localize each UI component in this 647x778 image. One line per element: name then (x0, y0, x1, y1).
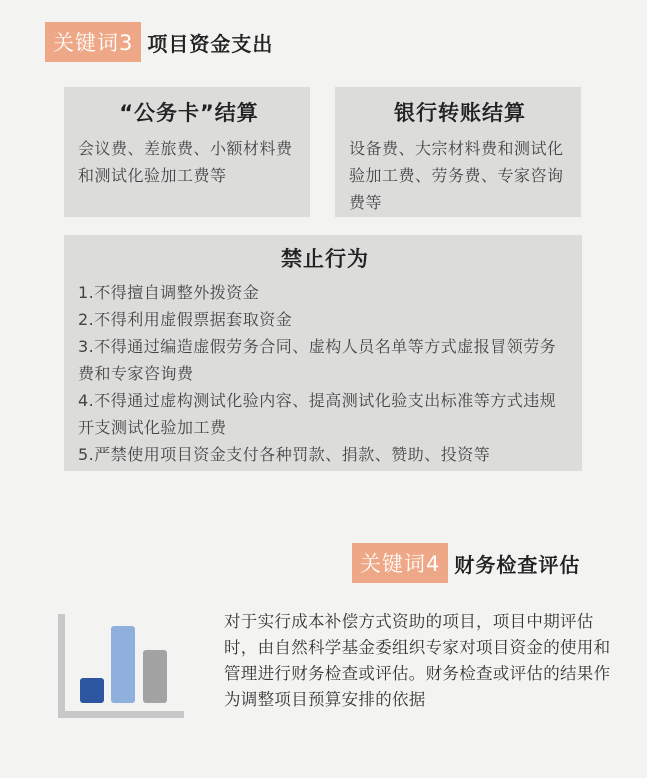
card-prohibited-behaviors (64, 235, 582, 471)
chart-bar-dark-blue (80, 678, 104, 703)
card-bank-transfer-body: 设备费、大宗材料费和测试化验加工费、劳务费、专家咨询费等 (349, 139, 564, 212)
chart-bar-gray (143, 650, 167, 703)
prohibited-item: 4.不得通过虚构测试化验内容、提高测试化验支出标准等方式违规开支测试化验加工费 (78, 391, 557, 437)
chart-axis-vertical (58, 614, 65, 718)
card-official-card-body: 会议费、差旅费、小额材料费和测试化验加工费等 (78, 139, 293, 185)
section2-heading (352, 543, 580, 583)
card-official-card-title: “公务卡”结算 (119, 101, 259, 125)
section1-title: 项目资金支出 (147, 31, 274, 56)
card-bank-transfer-title: 银行转账结算 (394, 101, 526, 125)
chart-axis-horizontal (58, 711, 184, 718)
bar-chart-icon (56, 612, 186, 722)
prohibited-item: 5.严禁使用项目资金支付各种罚款、捐款、赞助、投资等 (78, 445, 491, 464)
keyword-badge-3: 关键词3 (45, 22, 141, 62)
card-official-card-settlement (64, 87, 310, 217)
keyword-badge-4: 关键词4 (352, 543, 448, 583)
prohibited-item: 3.不得通过编造虚假劳务合同、虚构人员名单等方式虚报冒领劳务费和专家咨询费 (78, 337, 557, 383)
card-prohibited-title: 禁止行为 (281, 247, 369, 271)
financial-inspection-description: 对于实行成本补偿方式资助的项目，项目中期评估时，由自然科学基金委组织专家对项目资金的使用和管理进行财务检查或评估。财务检查或评估的结果作为调整项目预算安排的依据 (224, 612, 611, 709)
prohibited-item: 2.不得利用虚假票据套取资金 (78, 310, 293, 329)
section1-heading (45, 22, 273, 62)
section2-title: 财务检查评估 (454, 552, 581, 577)
prohibited-item: 1.不得擅自调整外拨资金 (78, 283, 260, 302)
card-bank-transfer-settlement (335, 87, 581, 217)
chart-bar-light-blue (111, 626, 135, 703)
